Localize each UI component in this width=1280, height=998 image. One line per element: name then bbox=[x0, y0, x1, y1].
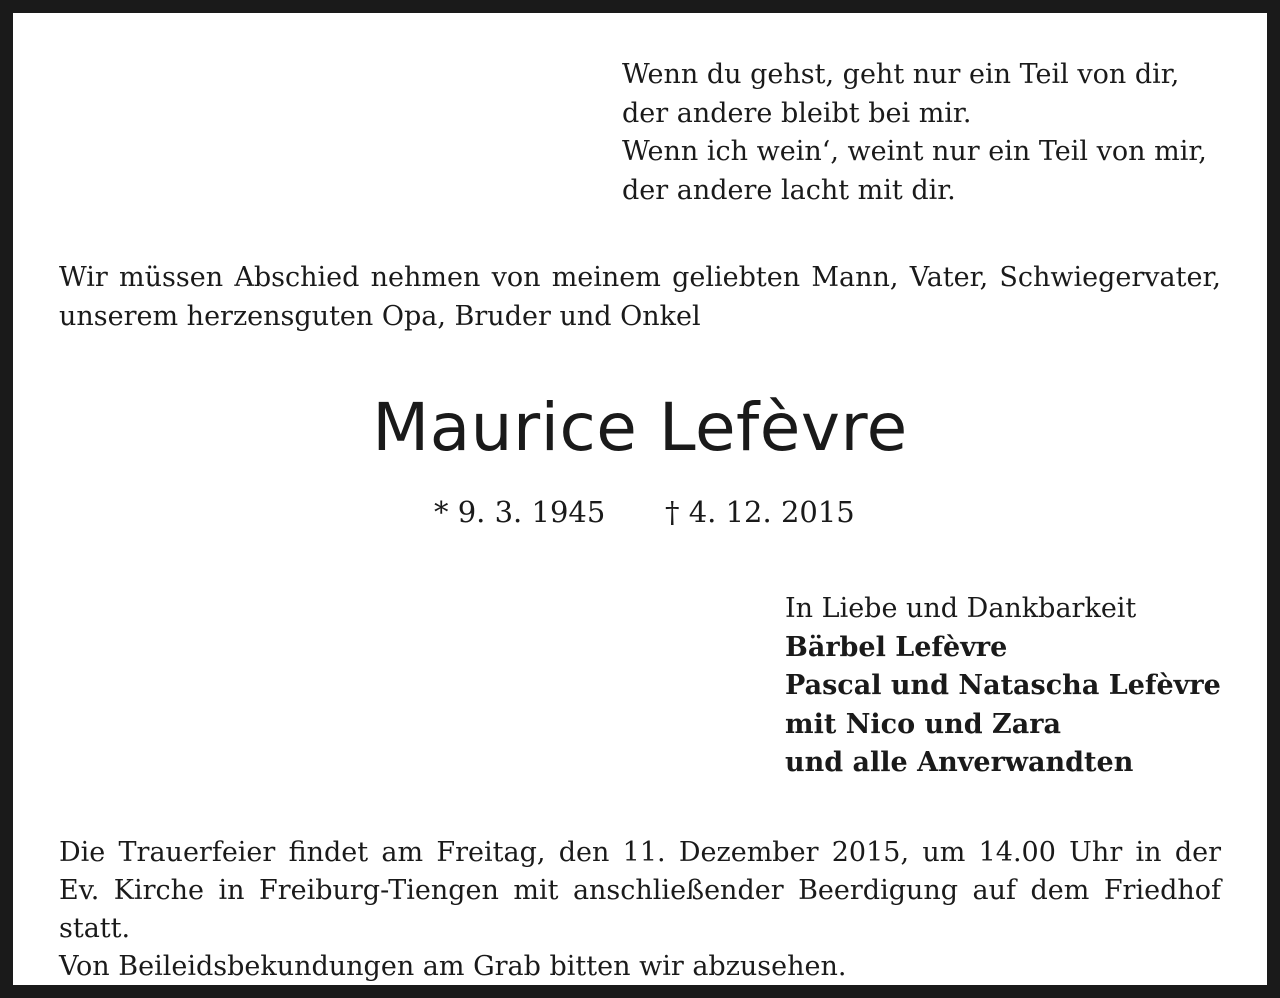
funeral-notice bbox=[59, 834, 1221, 986]
mourners-signature bbox=[785, 590, 1221, 783]
death-date: † 4. 12. 2015 bbox=[665, 495, 855, 529]
farewell-intro bbox=[59, 258, 1221, 336]
memorial-poem bbox=[622, 56, 1207, 210]
signature-intro: In Liebe und Dankbarkeit bbox=[785, 593, 1137, 624]
mourner-name: mit Nico und Zara bbox=[785, 708, 1061, 740]
deceased-name: Maurice Lefèvre bbox=[372, 389, 908, 466]
intro-line: Wir müssen Abschied nehmen von meinem geliebten Mann, Vater, Schwiegervater, bbox=[59, 262, 1221, 293]
poem-line: der andere bleibt bei mir. bbox=[622, 97, 972, 129]
mourner-name: und alle Anverwandten bbox=[785, 747, 1134, 778]
poem-line: Wenn ich wein‘, weint nur ein Teil von mir, bbox=[622, 136, 1207, 167]
mourner-name: Pascal und Natascha Lefèvre bbox=[785, 670, 1221, 701]
notice-line: Die Trauerfeier findet am Freitag, den 11. Dezember 2015, um 14.00 Uhr in der bbox=[59, 837, 1221, 868]
notice-line: Von Beileidsbekundungen am Grab bitten wir abzusehen. bbox=[59, 951, 847, 982]
birth-date: * 9. 3. 1945 bbox=[434, 495, 606, 529]
notice-line: Ev. Kirche in Freiburg-Tiengen mit anschließender Beerdigung auf dem Friedhof statt. bbox=[59, 875, 1221, 944]
poem-line: Wenn du gehst, geht nur ein Teil von dir, bbox=[622, 59, 1180, 90]
poem-line: der andere lacht mit dir. bbox=[622, 174, 956, 206]
mourner-name: Bärbel Lefèvre bbox=[785, 631, 1008, 663]
intro-line: unserem herzensguten Opa, Bruder und Onkel bbox=[59, 301, 701, 332]
